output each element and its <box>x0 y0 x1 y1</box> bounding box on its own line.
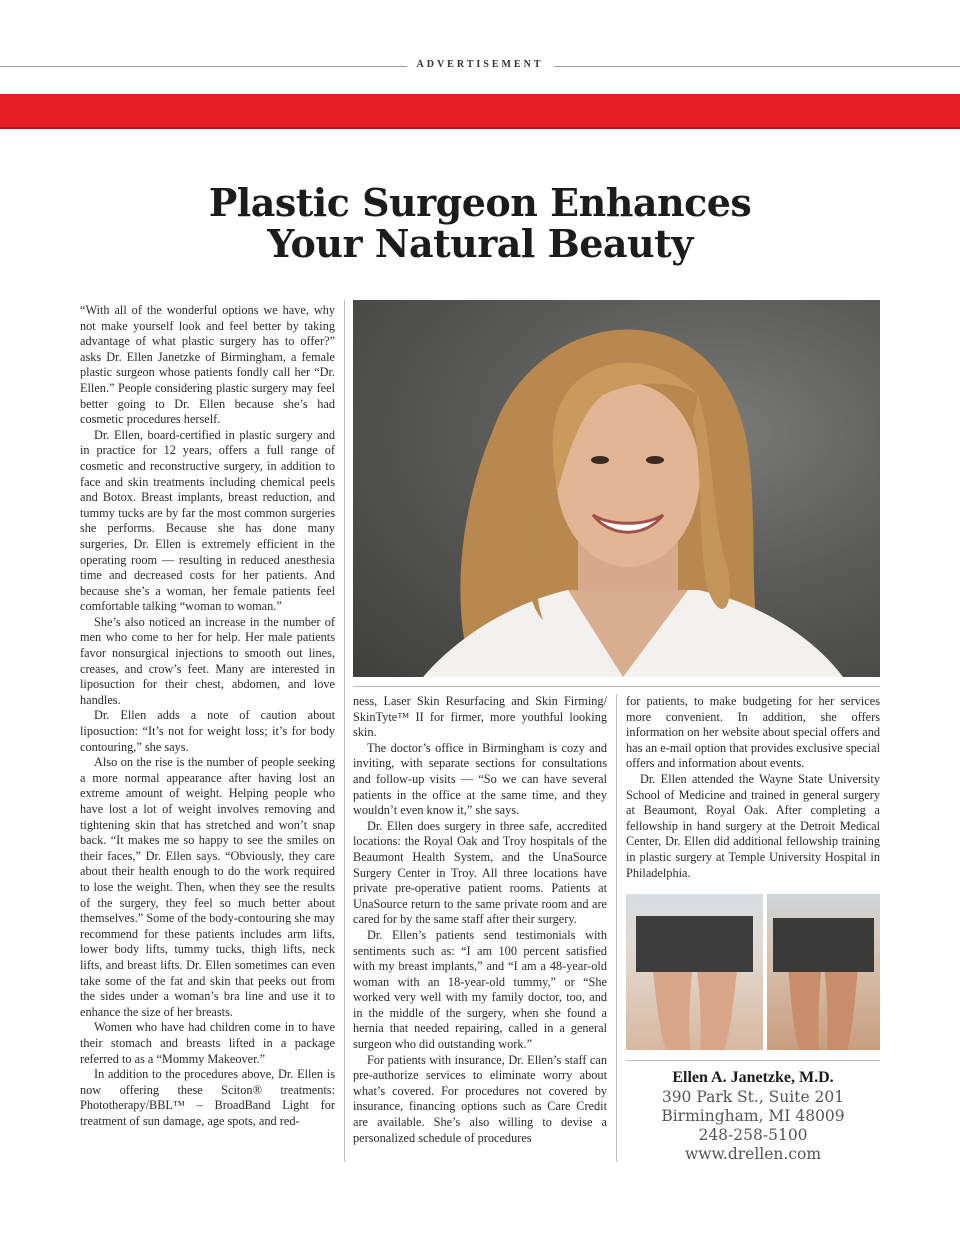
article-column-2 <box>353 694 607 1164</box>
paragraph: For patients with insurance, Dr. Ellen’s staff can pre-authorize services to eliminate worry about what’s covered. For procedures not covered by insurance, financing options such as Care Credit are available. She’s also willing to devise a personalized schedule of procedures <box>353 1052 607 1145</box>
title-line-1: Plastic Surgeon Enhances <box>208 180 752 225</box>
article-column-1 <box>80 303 335 1163</box>
contact-block <box>626 1068 880 1164</box>
city-state-zip: Birmingham, MI 48009 <box>661 1107 845 1125</box>
before-photo <box>626 894 763 1050</box>
title-line-2: Your Natural Beauty <box>267 221 693 266</box>
paragraph: Dr. Ellen, board-certified in plastic surgery and in practice for 12 years, offers a full range of cosmetic and reconstructive surgery, in addition to face and skin treatments including chemical peels and Botox. Breast implants, breast reduction, and tummy tucks are by far the most common surgeries she performs. Because she has done many surgeries, Dr. Ellen is extremely efficient in the operating room — resulting in reduced anesthesia time and decreased costs for her patients. And because she’s a woman, her female patients feel comfortable talking “woman to woman.” <box>80 427 335 614</box>
phone-number: 248-258-5100 <box>698 1126 808 1144</box>
paragraph: In addition to the procedures above, Dr. Ellen is now offering these Sciton® treatments: Phototherapy/BBL™ – BroadBand Light for treatment of sun damage, age spots, and red- <box>80 1067 335 1128</box>
paragraph: “With all of the wonderful options we have, why not make yourself look and feel better by taking advantage of what plastic surgery has to offer?” asks Dr. Ellen Janetzke of Birmingham, a female plastic surgeon whose patients fondly call her “Dr. Ellen.” People considering plastic surgery may feel better going to Dr. Ellen because she’s had cosmetic procedures herself. <box>80 303 335 427</box>
after-photo <box>767 894 880 1050</box>
section-banner <box>0 94 960 129</box>
paragraph: Dr. Ellen adds a note of caution about liposuction: “It’s not for weight loss; it’s for body contouring,” she says. <box>80 708 335 754</box>
photo-rule <box>353 686 880 687</box>
street-address: 390 Park St., Suite 201 <box>661 1088 845 1106</box>
article-column-3 <box>626 694 880 884</box>
section-banner-title: HEALTH PROFESSIONALS <box>288 6 672 27</box>
article-title <box>0 182 960 264</box>
paragraph: She’s also noticed an increase in the number of men who come to her for help. Her male patients favor nonsurgical injections to smooth out lines, creases, and crow’s feet. Many are interested in liposuction for their chest, abdomen, and love handles. <box>80 614 335 707</box>
paragraph: Also on the rise is the number of people seeking a more normal appearance after having lost an extreme amount of weight. Helping people who have lost a lot of weight involves removing and tightening skin that has stretched and won’t snap back. “It makes me so happy to see the smiles on their faces,” Dr. Ellen says. “Obviously, they care about their health enough to do the work required to lose the weight. Then, when they see the results of the surgery, they feel so much better about themselves.” Some of the body-contouring she may recommend for these patients includes arm lifts, lower body lifts, tummy tucks, thigh lifts, neck lifts, and breast lifts. Dr. Ellen sometimes can even take some of the fat and skin that peeks out from the sides under a woman’s bra line and use it to enhance the size of her breasts. <box>80 755 335 1019</box>
paragraph: Dr. Ellen’s patients send testimonials with sentiments such as: “I am 100 percent satisfied with my breast implants,” and “I am a 48-year-old woman with an 18-year-old tummy,” or “She worked very well with my family doctor, too, and in the middle of the surgery, when she found a hernia that needed repairing, called in a general surgeon who did outstanding work.” <box>353 927 607 1052</box>
advertisement-label <box>0 59 960 70</box>
paragraph: Dr. Ellen does surgery in three safe, accredited locations: the Royal Oak and Troy hospitals of the Beaumont Health System, and the UnaSource Surgery Center in Troy. All three locations have private pre-operative patient rooms. Patients at UnaSource return to the same private room and are cared for by the same staff after their surgery. <box>353 818 607 927</box>
paragraph: Women who have had children come in to have their stomach and breasts lifted in a package referred to as a “Mommy Makeover.” <box>80 1020 335 1066</box>
column-divider <box>616 694 617 1162</box>
column-divider <box>344 300 345 1162</box>
advertisement-text: ADVERTISEMENT <box>407 59 554 70</box>
paragraph: Dr. Ellen attended the Wayne State University School of Medicine and trained in general surgery at Beaumont, Royal Oak. After completing a fellowship in hand surgery at the Detroit Medical Center, Dr. Ellen did additional fellowship training in plastic surgery at Temple University Hospital in Philadelphia. <box>626 771 880 880</box>
portrait-photo <box>353 300 880 677</box>
website-link[interactable]: www.drellen.com <box>684 1145 822 1163</box>
contact-rule <box>626 1060 880 1061</box>
paragraph: The doctor’s office in Birmingham is cozy and inviting, with separate sections for consultations and follow-up visits — “So we can have several patients in the office at the same time, and they wouldn’t even know it,” she says. <box>353 740 607 818</box>
doctor-name: Ellen A. Janetzke, M.D. <box>672 1069 834 1086</box>
paragraph: for patients, to make budgeting for her services more convenient. In addition, she offers information on her website about special offers and has an e-mail option that provides exclusive special offers and information about events. <box>626 694 880 771</box>
paragraph: ness, Laser Skin Resurfacing and Skin Firming/ SkinTyte™ II for firmer, more youthful looking skin. <box>353 694 607 740</box>
